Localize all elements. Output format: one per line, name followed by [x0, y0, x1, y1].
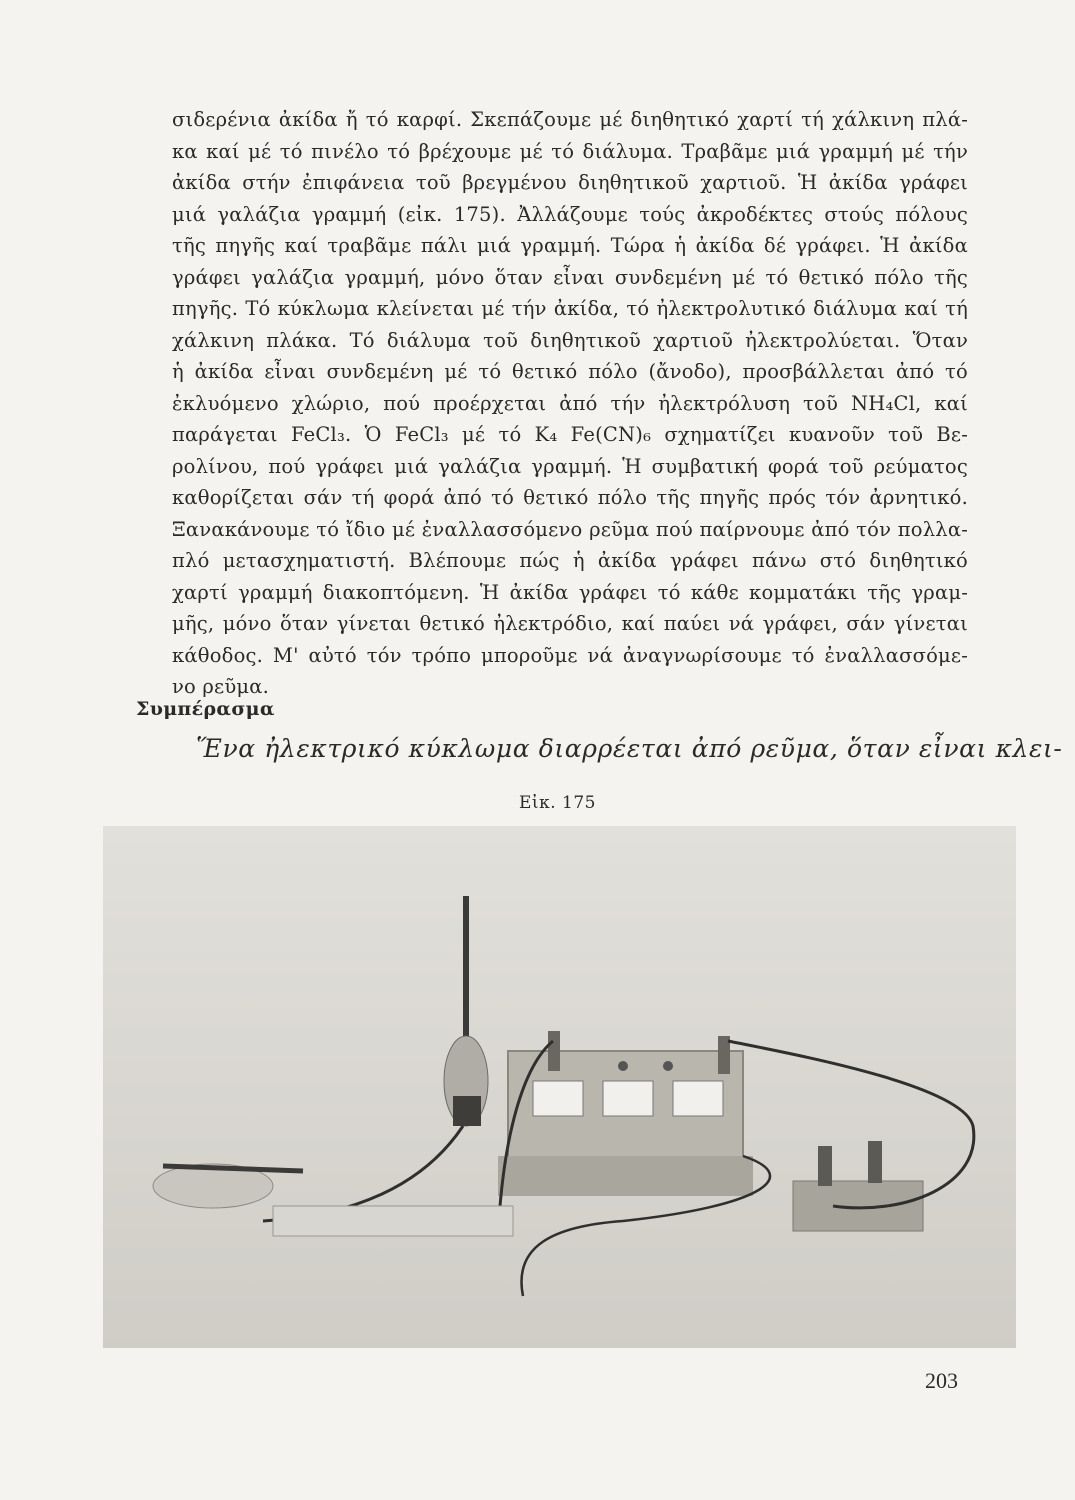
paragraph-line: πηγῆς. Τό κύκλωμα κλείνεται μέ τήν ἀκίδα, τό ἠλεκτρολυτικό διάλυμα καί τή — [172, 297, 968, 320]
paragraph-line: καθορίζεται σάν τή φορά ἀπό τό θετικό πόλο τῆς πηγῆς πρός τόν ἀρνητικό. — [172, 486, 968, 509]
paragraph-line: χάλκινη πλάκα. Τό διάλυμα τοῦ διηθητικοῦ χαρτιοῦ ἠλεκτρολύεται. Ὅταν — [172, 328, 968, 352]
section-heading: Συμπέρασμα — [136, 698, 275, 720]
paragraph-line: παράγεται FeCl₃. Ὁ FeCl₃ μέ τό K₄ Fe(CN)₆ σχηματίζει κυανοῦν τοῦ Βε- — [172, 423, 968, 446]
paragraph-line: χαρτί γραμμή διακοπτόμενη. Ἡ ἀκίδα γράφει τό κάθε κομματάκι τῆς γραμ- — [172, 580, 968, 604]
paragraph-line: τῆς πηγῆς καί τραβᾶμε πάλι μιά γραμμή. Τώρα ἡ ἀκίδα δέ γράφει. Ἡ ἀκίδα — [172, 234, 968, 257]
paragraph-line: κα καί μέ τό πινέλο τό βρέχουμε μέ τό διάλυμα. Τραβᾶμε μιά γραμμή μέ τήν — [172, 139, 968, 163]
apparatus-photo — [103, 826, 1016, 1348]
filter-paper-icon — [273, 1206, 513, 1236]
paragraph-line: ἐκλυόμενο χλώριο, πού προέρχεται ἀπό τήν ἠλεκτρόλυση τοῦ NH₄Cl, καί — [172, 391, 968, 415]
page-number: 203 — [925, 1368, 958, 1393]
paragraph-line: μιά γαλάζια γραμμή (εἰκ. 175). Ἀλλάζουμε τούς ἀκροδέκτες στούς πόλους — [172, 202, 968, 226]
paragraph-line: ἀκίδα στήν ἐπιφάνεια τοῦ βρεγμένου διηθητικοῦ χαρτιοῦ. Ἡ ἀκίδα γράφει — [172, 171, 968, 194]
paragraph-line: κάθοδος. Μ' αὐτό τόν τρόπο μποροῦμε νά ἀναγνωρίσουμε τό ἐναλλασσόμε- — [172, 643, 968, 667]
paragraph-line: ρολίνου, πού γράφει μιά γαλάζια γραμμή. Ἡ συμβατική φορά τοῦ ρεύματος — [172, 454, 968, 478]
paragraph-line: νο ρεῦμα. — [172, 675, 270, 698]
power-supply-icon — [498, 1031, 753, 1196]
paragraph-line: πλό μετασχηματιστή. Βλέπουμε πώς ἡ ἀκίδα γράφει πάνω στό διηθητικό — [172, 549, 968, 572]
figure-caption: Εἰκ. 175 — [519, 793, 596, 813]
conclusion-statement: Ἕνα ἠλεκτρικό κύκλωμα διαρρέεται ἀπό ρεῦμα, ὅταν εἶναι κλει- — [196, 734, 1063, 763]
paragraph-line: μῆς, μόνο ὅταν γίνεται θετικό ἠλεκτρόδιο, καί παύει νά γράφει, σάν γίνεται — [172, 612, 968, 635]
paragraph-line: Ξανακάνουμε τό ἴδιο μέ ἐναλλασσόμενο ρεῦμα πού παίρνουμε ἀπό τόν πολλα- — [172, 517, 968, 541]
figure-photo — [103, 826, 1016, 1348]
body-paragraph — [172, 104, 968, 703]
paragraph-line: γράφει γαλάζια γραμμή, μόνο ὅταν εἶναι συνδεμένη μέ τό θετικό πόλο τῆς — [172, 265, 968, 289]
paragraph-line: σιδερένια ἀκίδα ἤ τό καρφί. Σκεπάζουμε μέ διηθητικό χαρτί τή χάλκινη πλά- — [172, 108, 968, 131]
paragraph-line: ἡ ἀκίδα εἶναι συνδεμένη μέ τό θετικό πόλο (ἄνοδο), προσβάλλεται ἀπό τό — [172, 360, 968, 383]
